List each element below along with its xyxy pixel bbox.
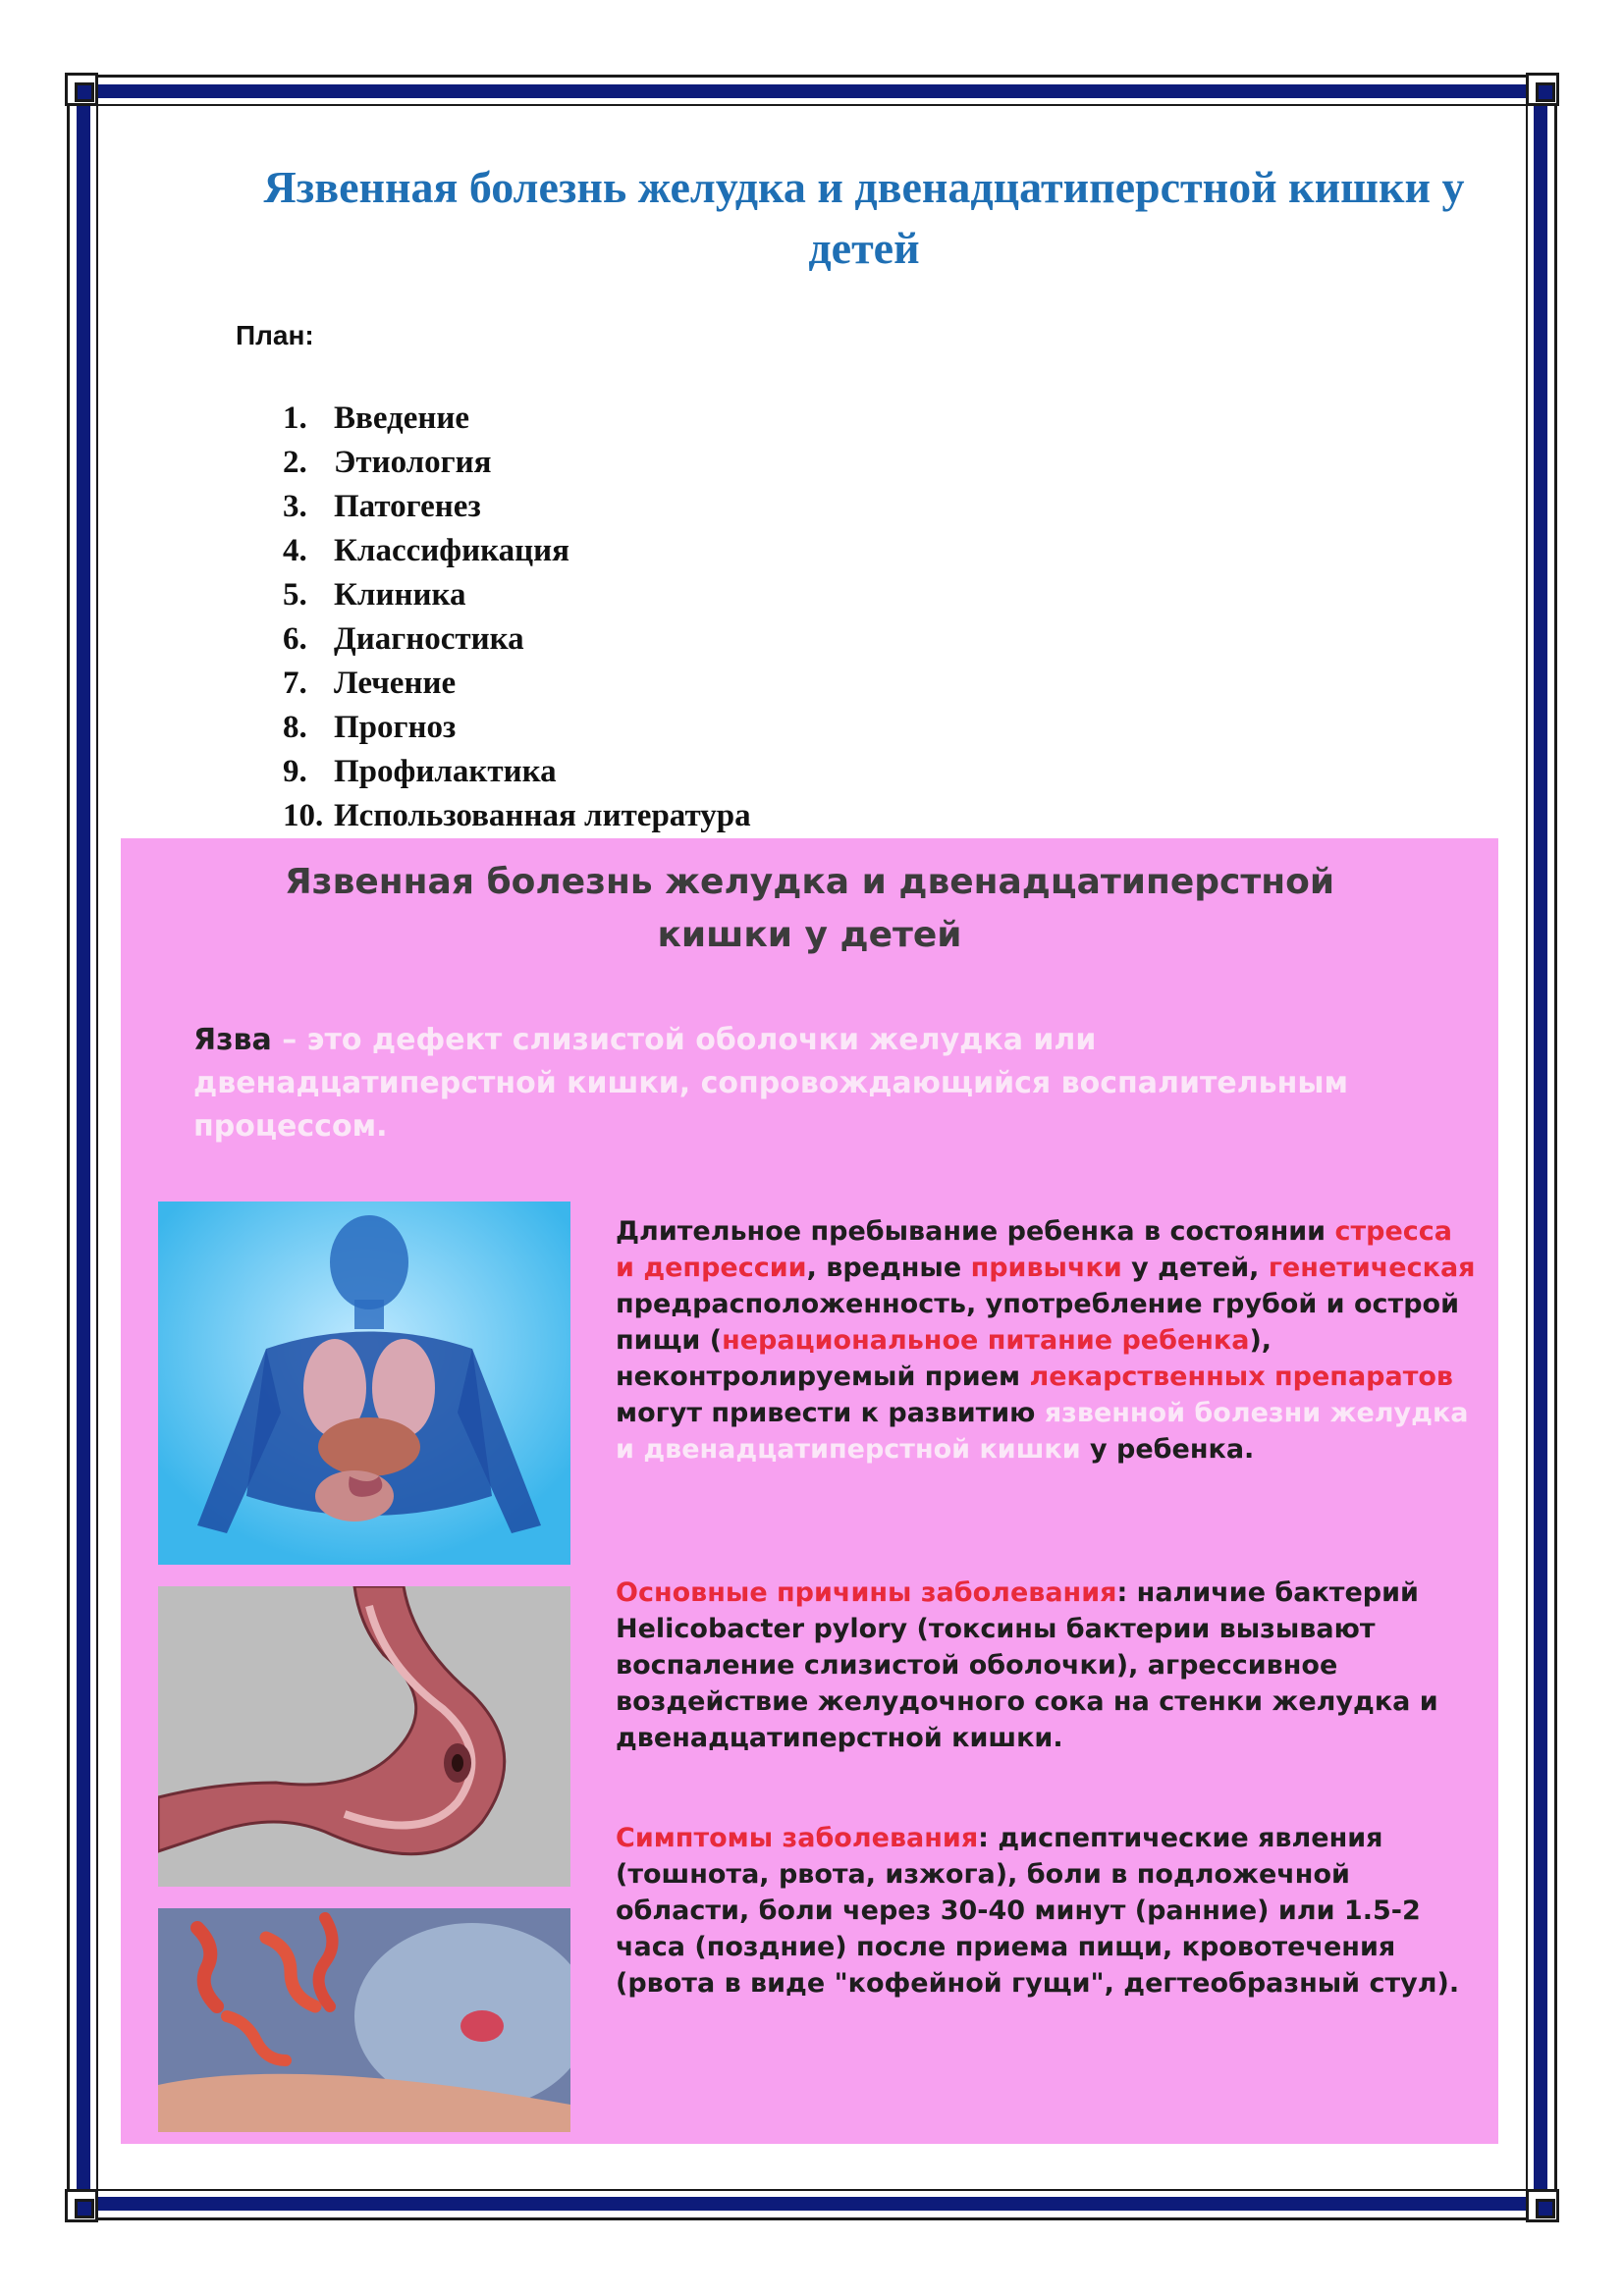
plan-item: 1. Введение [283,400,470,436]
frame-corner-ornament [1526,2189,1559,2222]
slide-image [121,838,1498,2144]
risk-factors-paragraph: Длительное пребывание ребенка в состоянии стресса и депрессии, вредные привычки у детей, генетическая предрасположенность, употребление грубой и острой пищи (нерациональное питание ребенка), неконтролируемый прием лекарственных препаратов могут привести к развитию язвенной болезни желудка и двенадцатиперстной кишки у ребенка. [616,1216,1476,1465]
plan-item: 10. Использованная литература [283,798,751,833]
definition-term: Язва [193,1023,272,1057]
frame-corner-ornament [65,73,98,106]
plan-item: 3. Патогенез [283,489,481,524]
ulcer-definition [193,1019,1450,1148]
plan-item: 7. Лечение [283,666,457,701]
plan-item: 8. Прогноз [283,710,457,745]
plan-item: 5. Клиника [283,577,466,613]
page-title: Язвенная болезнь желудка и двенадцатиперстной кишки у детей [263,162,1465,273]
stomach-illustration [158,1586,570,1887]
plan-item: 4. Классификация [283,533,569,568]
plan-label: План: [236,320,314,350]
definition-text: – это дефект слизистой оболочки желудка или двенадцатиперстной кишки, сопровождающийся воспалительным процессом. [193,1023,1349,1144]
plan-item: 9. Профилактика [283,754,557,789]
causes-paragraph: Основные причины заболевания: наличие бактерий Helicobacter pylory (токсины бактерии вызывают воспаление слизистой оболочки), агрессивное воздействие желудочного сока на стенки желудка и двенадцатиперстной кишки. [616,1577,1438,1753]
anatomy-illustration [158,1201,570,1565]
frame-corner-ornament [65,2189,98,2222]
plan-item: 2. Этиология [283,445,492,480]
frame-corner-ornament [1526,73,1559,106]
plan-item: 6. Диагностика [283,621,524,657]
slide-title: Язвенная болезнь желудка и двенадцатиперстной кишки у детей [284,862,1335,955]
symptoms-paragraph: Симптомы заболевания: диспептические явления (тошнота, рвота, изжога), боли в подложечной области, боли через 30-40 минут (ранние) или 1.5-2 часа (поздние) после приема пищи, кровотечения (рвота в виде "кофейной гущи", дегтеобразный стул). [616,1823,1460,1999]
plan-list [283,397,751,838]
bacteria-illustration [158,1908,570,2132]
